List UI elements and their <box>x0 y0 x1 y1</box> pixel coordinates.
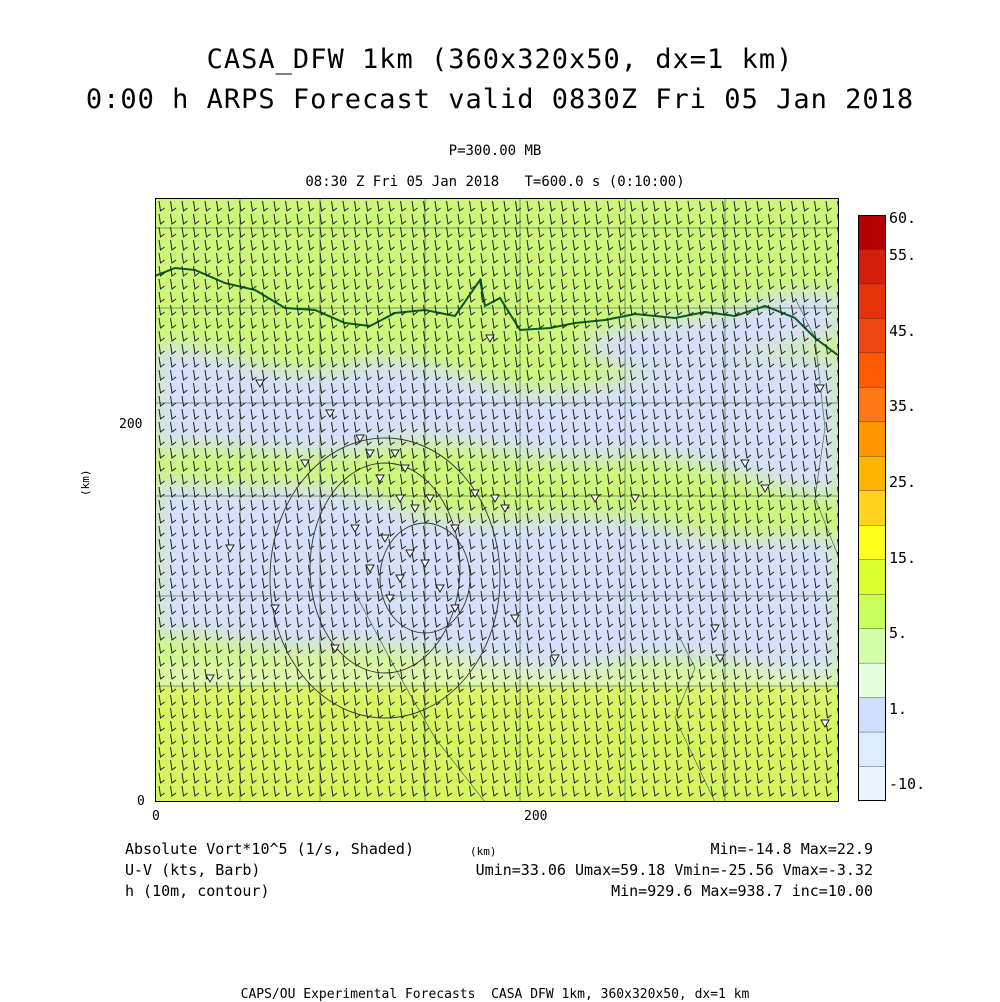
colorbar-swatch <box>858 525 886 560</box>
colorbar-swatch <box>858 353 886 388</box>
colorbar-swatch <box>858 318 886 353</box>
legend-field-height: h (10m, contour) <box>125 882 270 900</box>
forecast-map <box>155 198 839 802</box>
colorbar-swatch <box>858 767 886 801</box>
colorbar <box>858 215 886 801</box>
colorbar-swatch <box>858 698 886 733</box>
y-tick-200: 200 <box>119 417 143 432</box>
legend-field-wind: U-V (kts, Barb) <box>125 861 261 879</box>
legend-height-stats: Min=929.6 Max=938.7 inc=10.00 <box>611 882 873 900</box>
x-tick-0: 0 <box>152 809 160 824</box>
colorbar-swatch <box>858 663 886 698</box>
colorbar-label: 35. <box>889 397 917 415</box>
legend-vorticity-stats: Min=-14.8 Max=22.9 <box>710 840 873 858</box>
y-tick-0: 0 <box>137 794 145 809</box>
colorbar-label: 25. <box>889 473 917 491</box>
valid-time: 08:30 Z Fri 05 Jan 2018 T=600.0 s (0:10:00) <box>305 174 685 190</box>
colorbar-swatch <box>858 215 886 250</box>
colorbar-swatch <box>858 560 886 595</box>
colorbar-label: 45. <box>889 322 917 340</box>
colorbar-label: 5. <box>889 624 908 642</box>
colorbar-label: 1. <box>889 700 908 718</box>
colorbar-swatch <box>858 422 886 457</box>
colorbar-label: 55. <box>889 246 917 264</box>
colorbar-label: 15. <box>889 549 917 567</box>
vorticity-high-band <box>155 686 839 802</box>
x-tick-200: 200 <box>524 809 548 824</box>
footer-credit: CAPS/OU Experimental Forecasts CASA DFW 1km, 360x320x50, dx=1 km <box>240 987 750 1002</box>
colorbar-swatch <box>858 732 886 767</box>
colorbar-label: 60. <box>889 209 917 227</box>
colorbar-swatch <box>858 594 886 629</box>
x-axis-units: (km) <box>470 845 497 858</box>
colorbar-swatch <box>858 284 886 319</box>
title-line-2: 0:00 h ARPS Forecast valid 0830Z Fri 05 Jan 2018 <box>85 84 915 115</box>
colorbar-swatch <box>858 456 886 491</box>
colorbar-swatch <box>858 249 886 284</box>
legend-wind-stats: Umin=33.06 Umax=59.18 Vmin=-25.56 Vmax=-3.32 <box>475 861 873 879</box>
colorbar-swatch <box>858 629 886 664</box>
pressure-level: P=300.00 MB <box>448 143 542 159</box>
colorbar-swatch <box>858 491 886 526</box>
y-axis-units: (km) <box>79 469 92 496</box>
colorbar-swatch <box>858 387 886 422</box>
title-line-1: CASA_DFW 1km (360x320x50, dx=1 km) <box>206 44 794 75</box>
colorbar-label: -10. <box>889 775 926 793</box>
legend-field-vorticity: Absolute Vort*10^5 (1/s, Shaded) <box>125 840 414 858</box>
